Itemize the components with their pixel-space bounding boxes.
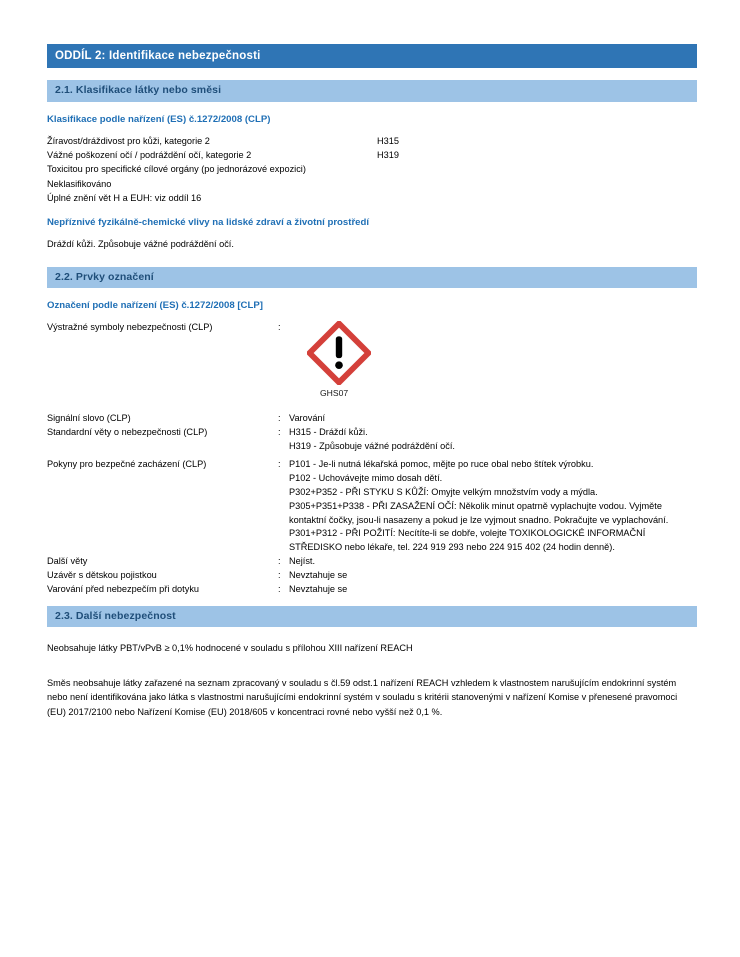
value-line: P102 - Uchovávejte mimo dosah dětí. [289,473,443,484]
classification-label: Toxicitou pro specifické cílové orgány (po jednorázové expozici) [47,164,306,175]
value-line: H315 - Dráždí kůži. [289,426,368,437]
additional-phrases-value [289,555,697,569]
classification-label: Úplné znění vět H a EUH: viz oddíl 16 [47,192,202,203]
classification-label: Vážné poškození očí / podráždění očí, kategorie 2 [47,150,252,161]
classification-row [47,148,697,162]
row-colon: : [278,321,281,332]
pictogram-row [47,321,697,398]
tactile-warning-value [289,583,697,597]
child-resistant-fastening-row [47,569,697,583]
classification-hazard-code [377,191,697,205]
child-resistant-fastening-value [289,569,697,583]
pictogram-row-label: Výstražné symboly nebezpečnosti (CLP) [47,321,213,332]
row-colon: : [278,459,281,470]
other-hazards-paragraph-1: Neobsahuje látky PBT/vPvB ≥ 0,1% hodnocené v souladu s přílohou XIII nařízení REACH [47,643,413,654]
classification-hazard-code: H315 [377,135,399,146]
row-colon: : [278,426,281,437]
adverse-effects-heading: Nepříznivé fyzikálně-chemické vlivy na lidské zdraví a životní prostředí [47,217,370,229]
child-resistant-fastening-label: Uzávěr s dětskou pojistkou [47,569,157,580]
hazard-statements-value [289,426,697,454]
value-line: Nevztahuje se [289,569,348,580]
value-line: Nevztahuje se [289,583,348,594]
tactile-warning-row [47,583,697,597]
classification-hazard-code [377,177,697,191]
classification-row [47,162,697,176]
subsection-2-1-bar: 2.1. Klasifikace látky nebo směsi [47,80,697,101]
adverse-effects-text: Dráždí kůži. Způsobuje vážné podráždění očí. [47,238,234,249]
hazard-statements-row [47,426,697,454]
precautionary-statements-label: Pokyny pro bezpečné zacházení (CLP) [47,459,207,470]
section-header-bar: ODDÍL 2: Identifikace nebezpečnosti [47,44,697,68]
value-line: P101 - Je-li nutná lékařská pomoc, mějte po ruce obal nebo štítek výrobku. [289,459,594,470]
value-line: P305+P351+P338 - PŘI ZASAŽENÍ OČÍ: Několik minut opatrně vyplachujte vodou. Vyjměte kontaktní čočky, jsou-li nasazeny a pokud je lze vyjmout snadno. Pokračujte ve vyplachování. [289,500,669,525]
additional-phrases-row [47,555,697,569]
additional-phrases-label: Další věty [47,555,88,566]
classification-label: Neklasifikováno [47,178,112,189]
row-colon: : [278,569,281,580]
classification-hazard-code [377,162,697,176]
value-line: P301+P312 - PŘI POŽITÍ: Necítíte-li se dobře, volejte TOXIKOLOGICKÉ INFORMAČNÍ STŘEDISKO nebo lékaře, tel. 224 919 293 nebo 224 915 402 (24 hodin denně). [289,528,646,553]
subsection-2-3-bar: 2.3. Další nebezpečnost [47,606,697,627]
value-line: H319 - Způsobuje vážné podráždění očí. [289,440,455,451]
classification-label: Žíravost/dráždivost pro kůži, kategorie 2 [47,135,210,146]
classification-hazard-code: H319 [377,150,399,161]
signal-word-value [289,412,697,426]
row-colon: : [278,583,281,594]
value-line: Nejíst. [289,555,316,566]
pictogram-container [289,321,697,398]
classification-list [47,134,697,205]
labelling-heading: Označení podle nařízení (ES) č.1272/2008 [CLP] [47,300,263,312]
precautionary-statements-row [47,458,697,555]
classification-heading: Klasifikace podle nařízení (ES) č.1272/2008 (CLP) [47,113,271,125]
tactile-warning-label: Varování před nebezpečím při dotyku [47,583,200,594]
subsection-2-2-bar: 2.2. Prvky označení [47,267,697,288]
exclamation-mark-diamond-icon [307,321,371,385]
precautionary-statements-value [289,458,697,555]
hazard-statements-label: Standardní věty o nebezpečnosti (CLP) [47,426,208,437]
value-line: P302+P352 - PŘI STYKU S KŮŽÍ: Omyjte velkým množstvím vody a mýdla. [289,486,598,497]
classification-row [47,191,697,205]
value-line: Varování [289,412,326,423]
pictogram-code-label: GHS07 [320,387,349,398]
signal-word-label: Signální slovo (CLP) [47,412,131,423]
row-colon: : [278,555,281,566]
classification-row [47,177,697,191]
signal-word-row [47,412,697,426]
page-content [47,44,697,720]
row-colon: : [278,412,281,423]
classification-row [47,134,697,148]
other-hazards-paragraph-2: Směs neobsahuje látky zařazené na seznam zpracovaný v souladu s čl.59 odst.1 nařízení REACH vzhledem k vlastnostem narušujícím endokrinní systém nebo není identifikována jako látka s vlastnostmi narušujícími endokrinní systém v souladu s kritérii stanovenými v nařízení Komise v přenesené pravomoci (EU) 2017/2100 nebo Nařízení Komise (EU) 2018/605 v koncentraci rovné nebo vyšší než 0,1 %. [47,677,678,718]
